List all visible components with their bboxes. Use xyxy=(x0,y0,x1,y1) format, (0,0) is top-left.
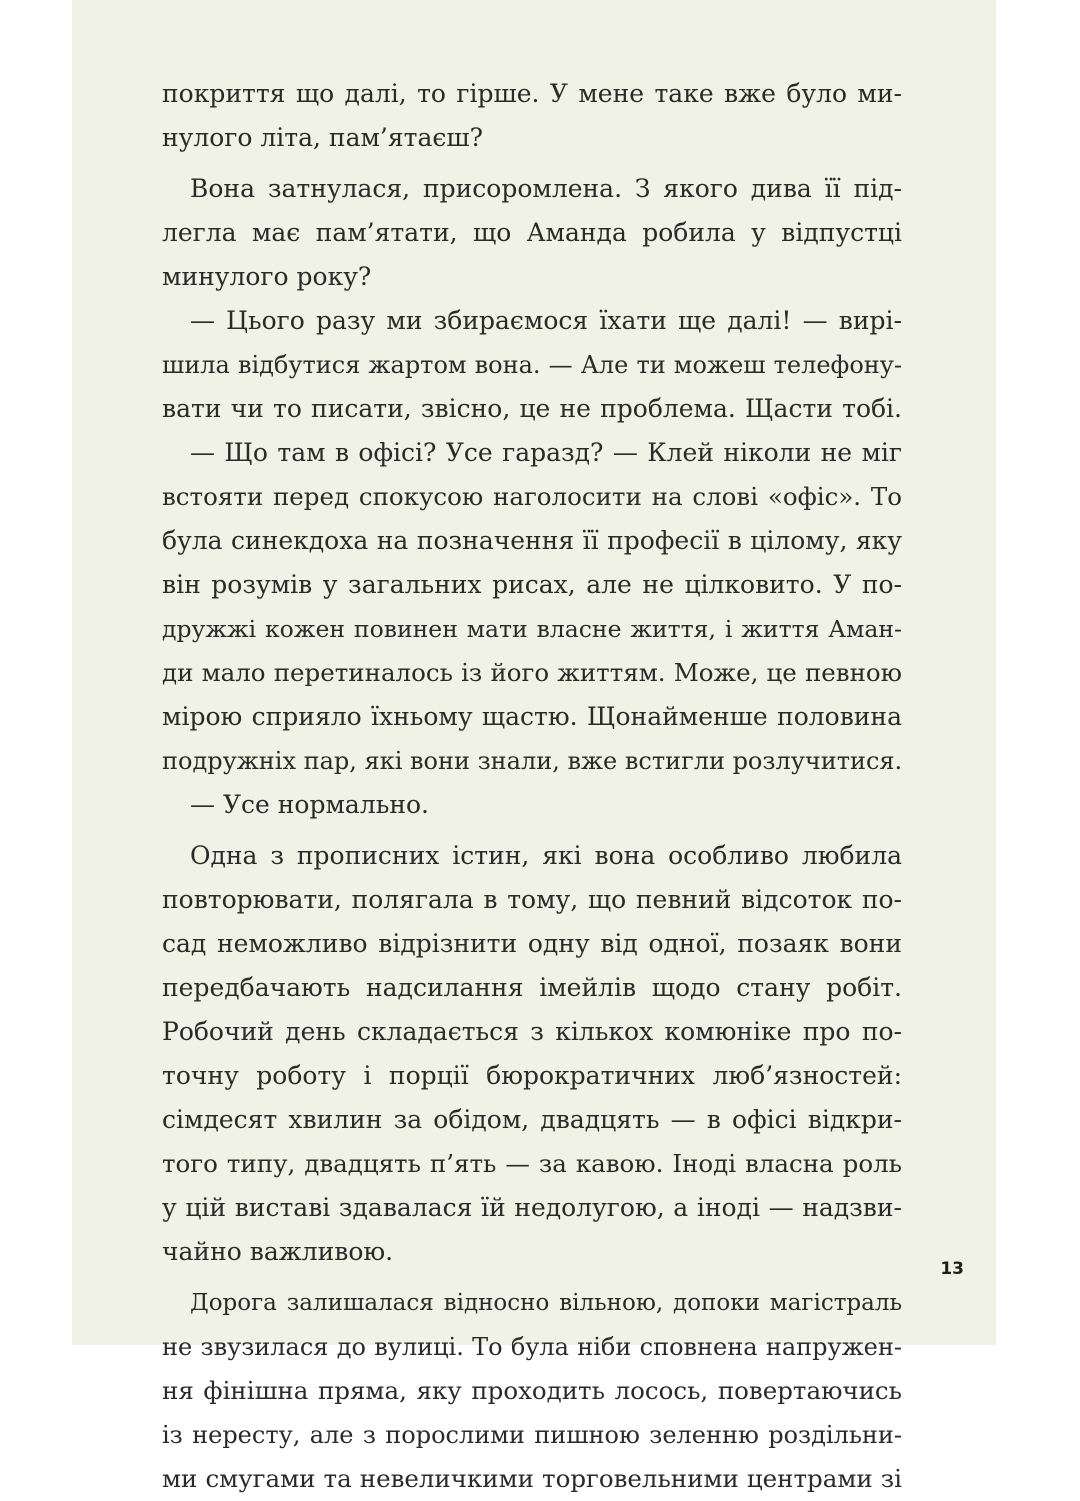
text-line: ня фінішна пряма, яку проходить лосось, повертаючись xyxy=(162,1376,902,1405)
text-line: покриття що далі, то гірше. У мене таке вже було ми- xyxy=(162,79,902,108)
text-line: — Усе нормально. xyxy=(190,790,429,819)
text-line: Вона затнулася, присоромлена. З якого дива її під- xyxy=(190,174,902,203)
text-line: повторювати, полягала в тому, що певний відсоток по- xyxy=(162,885,902,914)
text-line: шила відбутися жартом вона. — Але ти можеш телефону- xyxy=(162,351,902,379)
text-line: того типу, двадцять п’ять — за кавою. Іноді власна роль xyxy=(162,1149,902,1178)
book-page xyxy=(72,0,996,1493)
text-line: нулого літа, пам’ятаєш? xyxy=(162,123,484,152)
page-body-text xyxy=(162,72,902,1501)
text-line: — Що там в офісі? Усе гаразд? — Клей ніколи не міг xyxy=(190,438,902,467)
text-line: із нересту, але з порослими пишною зеленню роздільни- xyxy=(162,1421,902,1449)
text-line: подружніх пар, які вони знали, вже встигли розлучитися. xyxy=(162,747,903,775)
text-line: встояти перед спокусою наголосити на слові «офіс». То xyxy=(162,482,902,511)
text-line: Одна з прописних істин, які вона особливо любила xyxy=(190,841,902,870)
text-line: мірою сприяло їхньому щастю. Щонайменше половина xyxy=(162,702,902,731)
text-line: Робочий день складається з кількох комюніке про по- xyxy=(162,1017,902,1046)
text-line: була синекдоха на позначення її професії в цілому, яку xyxy=(162,526,902,555)
text-line: ми смугами та невеличкими торговельними центрами зі xyxy=(162,1464,902,1493)
text-line: у цій виставі здавалася їй недолугою, а іноді — надзви- xyxy=(162,1193,902,1222)
text-line: вати чи то писати, звісно, це не проблема. Щасти тобі. xyxy=(162,394,902,423)
text-line: точну роботу і порції бюрократичних люб’язностей: xyxy=(162,1061,902,1090)
text-line: — Цього разу ми збираємося їхати ще далі! — вирі- xyxy=(190,306,902,335)
text-line: чайно важливою. xyxy=(162,1237,394,1266)
text-line: дружжі кожен повинен мати власне життя, і життя Аман- xyxy=(162,615,902,643)
text-line: не звузилася до вулиці. То була ніби сповнена напружен- xyxy=(162,1333,902,1361)
text-line: сад неможливо відрізнити одну від одної, позаяк вони xyxy=(162,929,902,958)
text-line: легла має пам’ятати, що Аманда робила у відпустці xyxy=(162,218,902,247)
text-line: минулого року? xyxy=(162,262,372,291)
text-line: сімдесят хвилин за обідом, двадцять — в офісі відкри- xyxy=(162,1105,902,1134)
page-number: 13 xyxy=(940,1259,964,1279)
text-line: Дорога залишалася відносно вільною, допоки магістраль xyxy=(190,1290,902,1316)
text-line: передбачають надсилання імейлів щодо стану робіт. xyxy=(162,973,902,1002)
text-line: ди мало перетиналось із його життям. Може, це певною xyxy=(162,658,902,687)
text-line: він розумів у загальних рисах, але не цілковито. У по- xyxy=(162,570,902,599)
